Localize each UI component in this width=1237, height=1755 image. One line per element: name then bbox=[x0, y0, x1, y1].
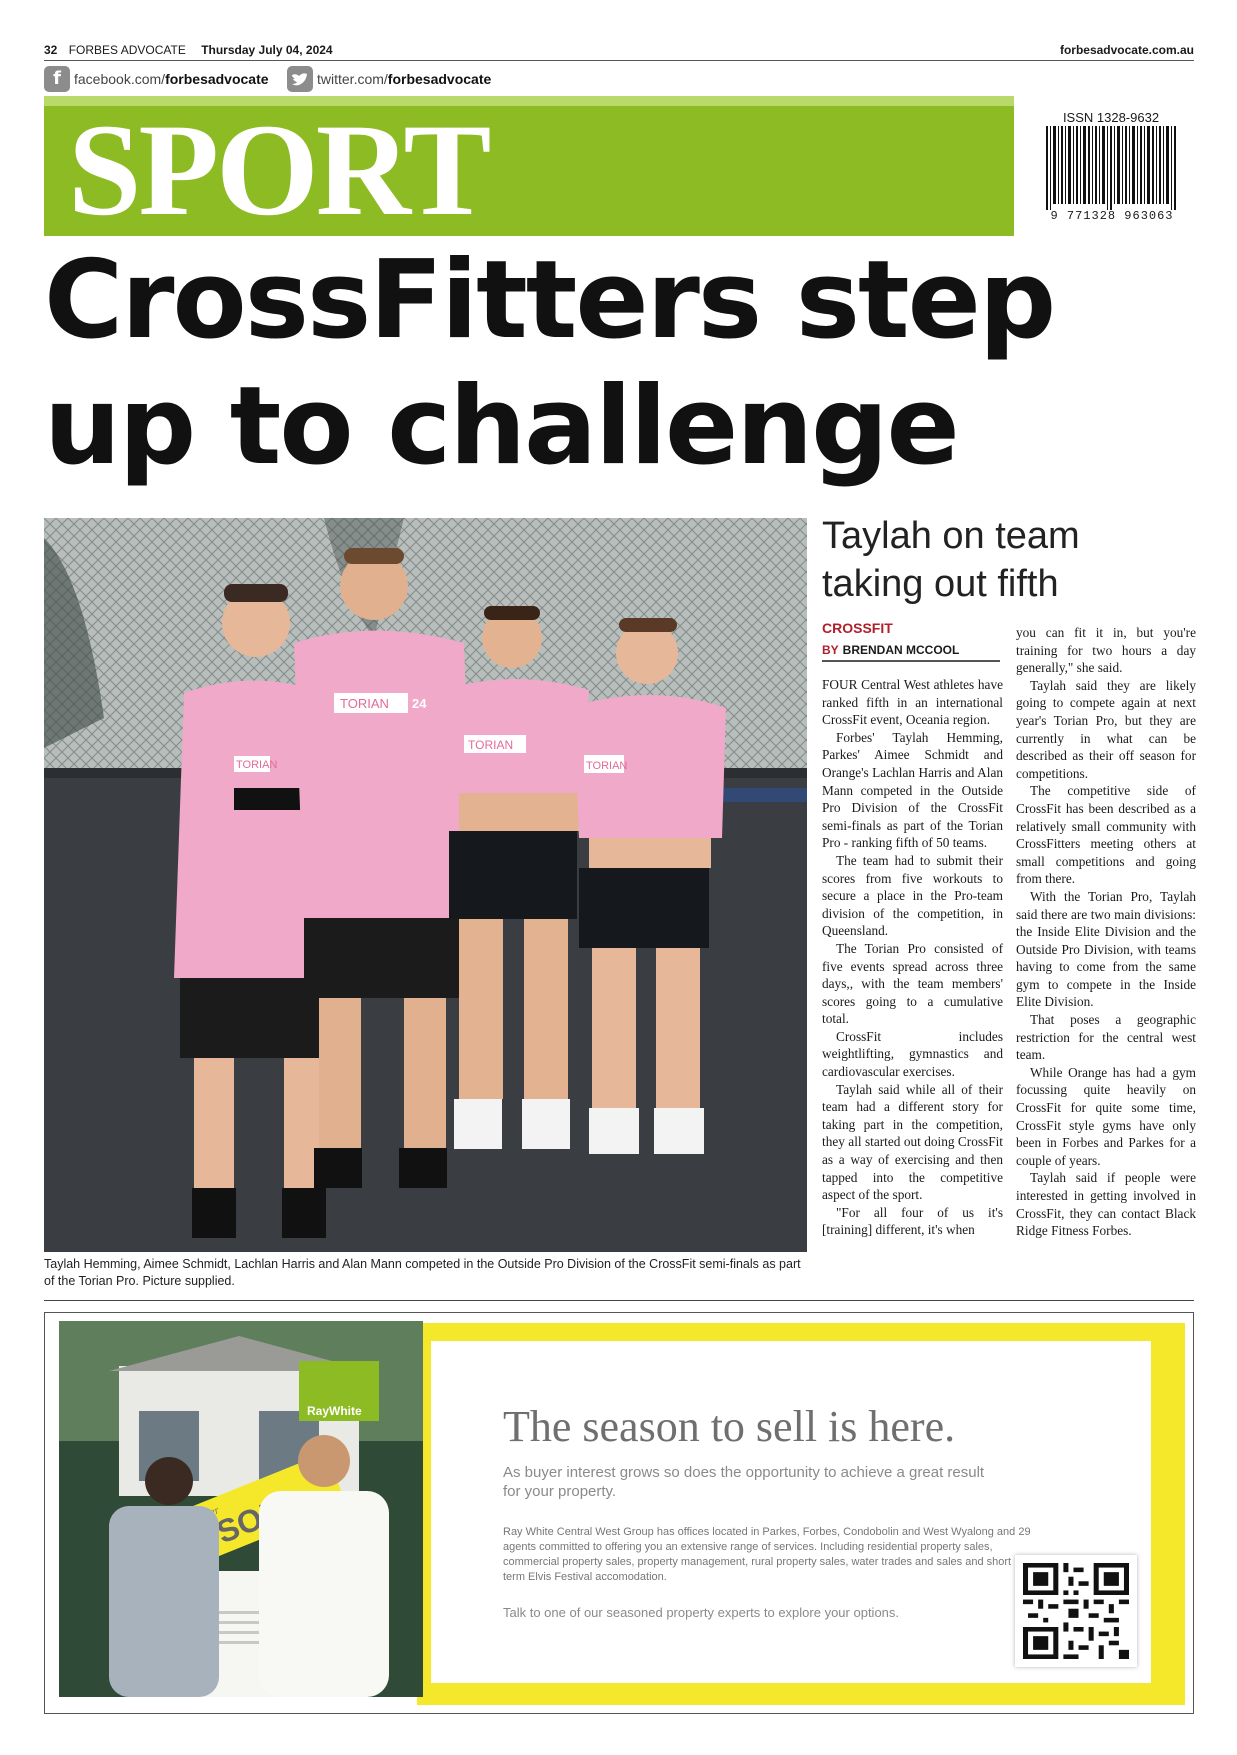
subheadline bbox=[822, 512, 1192, 608]
article-paragraph: Taylah said while all of their team had a different story for taking part in the competition, they all started out doing CrossFit as a way of exercising and then tapped into the competitive aspect of the sport. bbox=[822, 1081, 1003, 1203]
website-url[interactable]: forbesadvocate.com.au bbox=[1059, 43, 1194, 57]
article-paragraph: The team had to submit their scores from five workouts to secure a place in the Pro-team division of the competition, in Queensland. bbox=[822, 852, 1003, 939]
folio-left bbox=[44, 43, 333, 57]
article-paragraph: While Orange has had a gym focussing quite heavily on CrossFit for quite some time, CrossFit style gyms have only been in Forbes and Parkes for a couple of years. bbox=[1016, 1064, 1196, 1168]
issue-date: Thursday July 04, 2024 bbox=[201, 43, 333, 57]
qr-code-icon bbox=[1023, 1563, 1129, 1659]
byline-by: BY bbox=[822, 643, 839, 657]
article-paragraph: With the Torian Pro, Taylah said there are two main divisions: the Inside Elite Division and the Outside Pro Division, with teams having to come from the same gym to compete in the Inside Elite Division. bbox=[1016, 888, 1196, 1010]
barcode bbox=[1046, 126, 1176, 210]
ray-white-advertisement[interactable] bbox=[44, 1312, 1194, 1714]
barcode-number: 9 771328 963063 bbox=[1050, 209, 1174, 223]
twitter-prefix: twitter.com/ bbox=[317, 71, 388, 87]
ad-body: Ray White Central West Group has offices located in Parkes, Forbes, Condobolin and West Wyalong and 29 agents committed to offering you an extensive range of services. Including residential property sales, commercial property sales, property management, rural property sales, water trades and sales and short term Elvis Festival accomodation. bbox=[503, 1526, 1031, 1583]
twitter-icon bbox=[287, 66, 313, 92]
team-photo-illustration bbox=[44, 518, 807, 1252]
article-paragraph: The competitive side of CrossFit has been described as a relatively small community with CrossFitters meeting others at small competitions and going from there. bbox=[1016, 783, 1196, 887]
ad-lead: As buyer interest grows so does the opportunity to achieve a great result for your property. bbox=[503, 1464, 985, 1500]
facebook-icon: f bbox=[44, 66, 70, 92]
headline-line-1: CrossFitters step bbox=[44, 238, 1055, 363]
facebook-handle: forbesadvocate bbox=[165, 71, 269, 87]
ad-photo bbox=[59, 1321, 423, 1697]
headline-line-2: up to challenge bbox=[44, 364, 958, 489]
section-kicker: CROSSFIT bbox=[822, 620, 893, 636]
section-divider bbox=[44, 1300, 1194, 1301]
article-paragraph: CrossFit includes weightlifting, gymnastics and cardiovascular exercises. bbox=[822, 1028, 1003, 1080]
byline bbox=[822, 643, 1000, 662]
subheadline-line-2: taking out fifth bbox=[822, 563, 1059, 605]
headline bbox=[44, 238, 1194, 490]
article-paragraph: you can fit it in, but you're training for two hours a day generally," she said. bbox=[1016, 625, 1196, 676]
article-paragraph: That poses a geographic restriction for the central west team. bbox=[1016, 1012, 1196, 1063]
twitter-handle: forbesadvocate bbox=[387, 71, 492, 87]
article-paragraph: Taylah said they are likely going to compete again at next year's Torian Pro, but they are currently in what can be described as their off season for competitions. bbox=[1016, 677, 1196, 781]
ray-white-logo: RayWhite bbox=[307, 1404, 362, 1418]
article-paragraph: Taylah said if people were interested in getting involved in CrossFit, they can contact Black Ridge Fitness Forbes. bbox=[1016, 1170, 1196, 1239]
page-number: 32 bbox=[44, 43, 58, 57]
article-column-1 bbox=[822, 676, 1003, 1239]
facebook-prefix: facebook.com/ bbox=[74, 71, 166, 87]
issn-label: ISSN 1328-9632 bbox=[1062, 110, 1160, 125]
subheadline-line-1: Taylah on team bbox=[822, 515, 1080, 557]
publication-name: FORBES ADVOCATE bbox=[68, 43, 186, 57]
page-folio bbox=[44, 43, 1194, 61]
shirt-text-1: TORIAN bbox=[236, 759, 278, 771]
shirt-number: 24 bbox=[412, 696, 427, 711]
article-paragraph: Forbes' Taylah Hemming, Parkes' Aimee Schmidt and Orange's Lachlan Harris and Alan Mann competed in the Outside Pro Division of the CrossFit semi-finals as part of the Torian Pro - ranking fifth of 50 teams. bbox=[822, 729, 1003, 851]
section-banner bbox=[44, 96, 1014, 243]
article-paragraph: The Torian Pro consisted of five events spread across three days,, with the team members' scores going to a cumulative total. bbox=[822, 940, 1003, 1027]
qr-code[interactable] bbox=[1015, 1555, 1137, 1667]
team-photo bbox=[44, 518, 807, 1252]
twitter-link[interactable] bbox=[287, 66, 491, 92]
article-paragraph: "For all four of us it's [training] different, it's when bbox=[822, 1204, 1003, 1238]
article-paragraph: FOUR Central West athletes have ranked fifth in an international CrossFit event, Oceania region. bbox=[822, 677, 1003, 728]
ad-cta: Talk to one of our seasoned property experts to explore your options. bbox=[503, 1605, 900, 1620]
byline-author: BRENDAN MCCOOL bbox=[842, 643, 960, 657]
facebook-link[interactable] bbox=[44, 66, 269, 92]
article-column-2 bbox=[1016, 624, 1196, 1240]
section-title: SPORT bbox=[68, 96, 489, 243]
photo-caption: Taylah Hemming, Aimee Schmidt, Lachlan Harris and Alan Mann competed in the Outside Pro Division of the CrossFit semi-finals as part of the Torian Pro. Picture supplied. bbox=[44, 1257, 801, 1288]
ad-title: The season to sell is here. bbox=[503, 1402, 956, 1451]
svg-text:TORIAN: TORIAN bbox=[468, 738, 514, 752]
svg-text:TORIAN: TORIAN bbox=[340, 696, 389, 711]
svg-text:TORIAN: TORIAN bbox=[586, 760, 628, 772]
